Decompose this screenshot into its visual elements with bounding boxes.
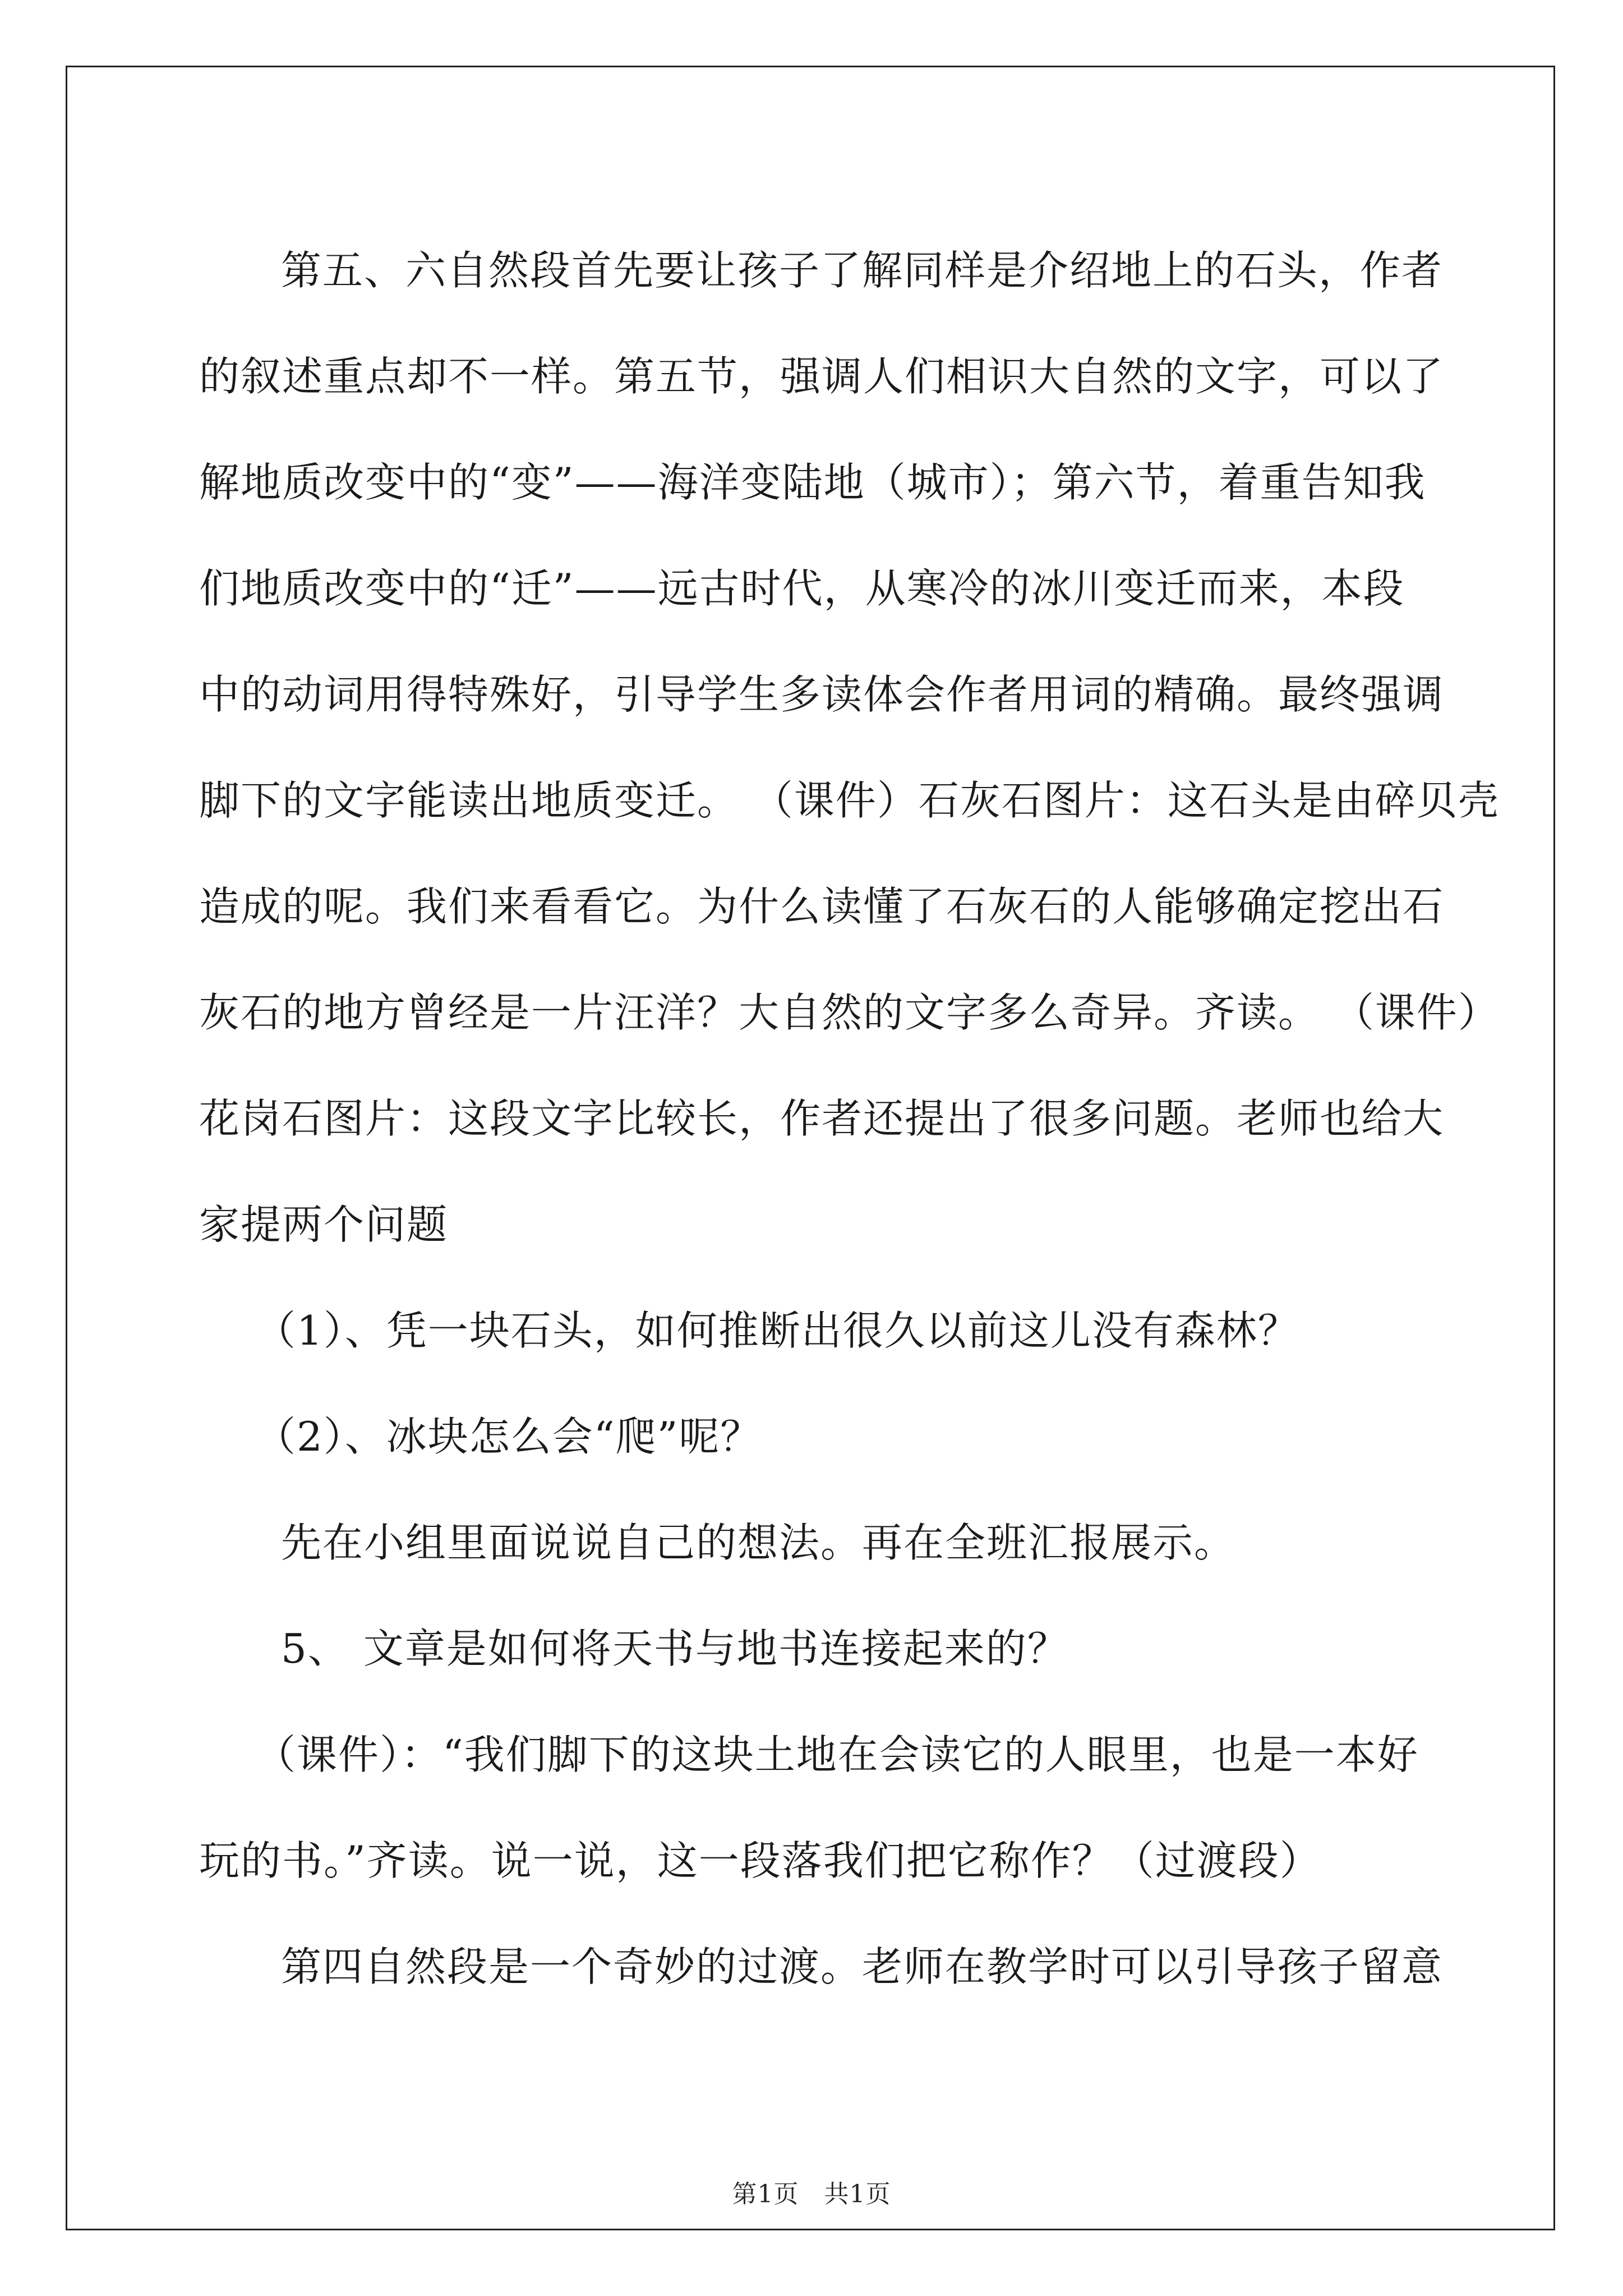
text-line-15: （课件）：“我们脚下的这块土地在会读它的人眼里，也是一本好 [255, 1731, 1419, 1778]
text-line-7: 造成的呢。我们来看看它。为什么读懂了石灰石的人能够确定挖出石 [199, 883, 1445, 930]
question-1: （1）、凭一块石头，如何推断出很久以前这儿没有森林？ [255, 1307, 1299, 1354]
page-number-footer: 第1页 共1页 [732, 2180, 891, 2208]
text-line-9: 花岗石图片：这段文字比较长，作者还提出了很多问题。老师也给大 [199, 1095, 1445, 1142]
text-line-2: 的叙述重点却不一样。第五节，强调人们相识大自然的文字，可以了 [199, 353, 1445, 400]
text-line-16: 玩的书。”齐读。说一说，这一段落我们把它称作？（过渡段） [199, 1837, 1321, 1884]
document-body [199, 218, 1500, 2020]
text-line-3: 解地质改变中的“变”——海洋变陆地（城市）；第六节，着重告知我 [199, 459, 1426, 506]
text-line-4: 们地质改变中的“迁”——远古时代，从寒冷的冰川变迁而来，本段 [199, 565, 1405, 612]
section-heading-5: 5、 文章是如何将天书与地书连接起来的？ [281, 1625, 1069, 1672]
question-2: （2）、冰块怎么会“爬”呢？ [255, 1413, 762, 1460]
text-line-5: 中的动词用得特殊好，引导学生多读体会作者用词的精确。最终强调 [199, 671, 1445, 718]
text-line-13: 先在小组里面说说自己的想法。再在全班汇报展示。 [281, 1519, 1236, 1566]
text-line-1: 第五、六自然段首先要让孩子了解同样是介绍地上的石头，作者 [281, 247, 1444, 294]
text-line-8: 灰石的地方曾经是一片汪洋？大自然的文字多么奇异。齐读。 （课件） [199, 989, 1500, 1036]
text-line-6: 脚下的文字能读出地质变迁。 （课件）石灰石图片：这石头是由碎贝壳 [199, 777, 1500, 824]
text-line-10: 家提两个问题 [199, 1201, 449, 1248]
text-line-17: 第四自然段是一个奇妙的过渡。老师在教学时可以引导孩子留意 [281, 1943, 1444, 1990]
